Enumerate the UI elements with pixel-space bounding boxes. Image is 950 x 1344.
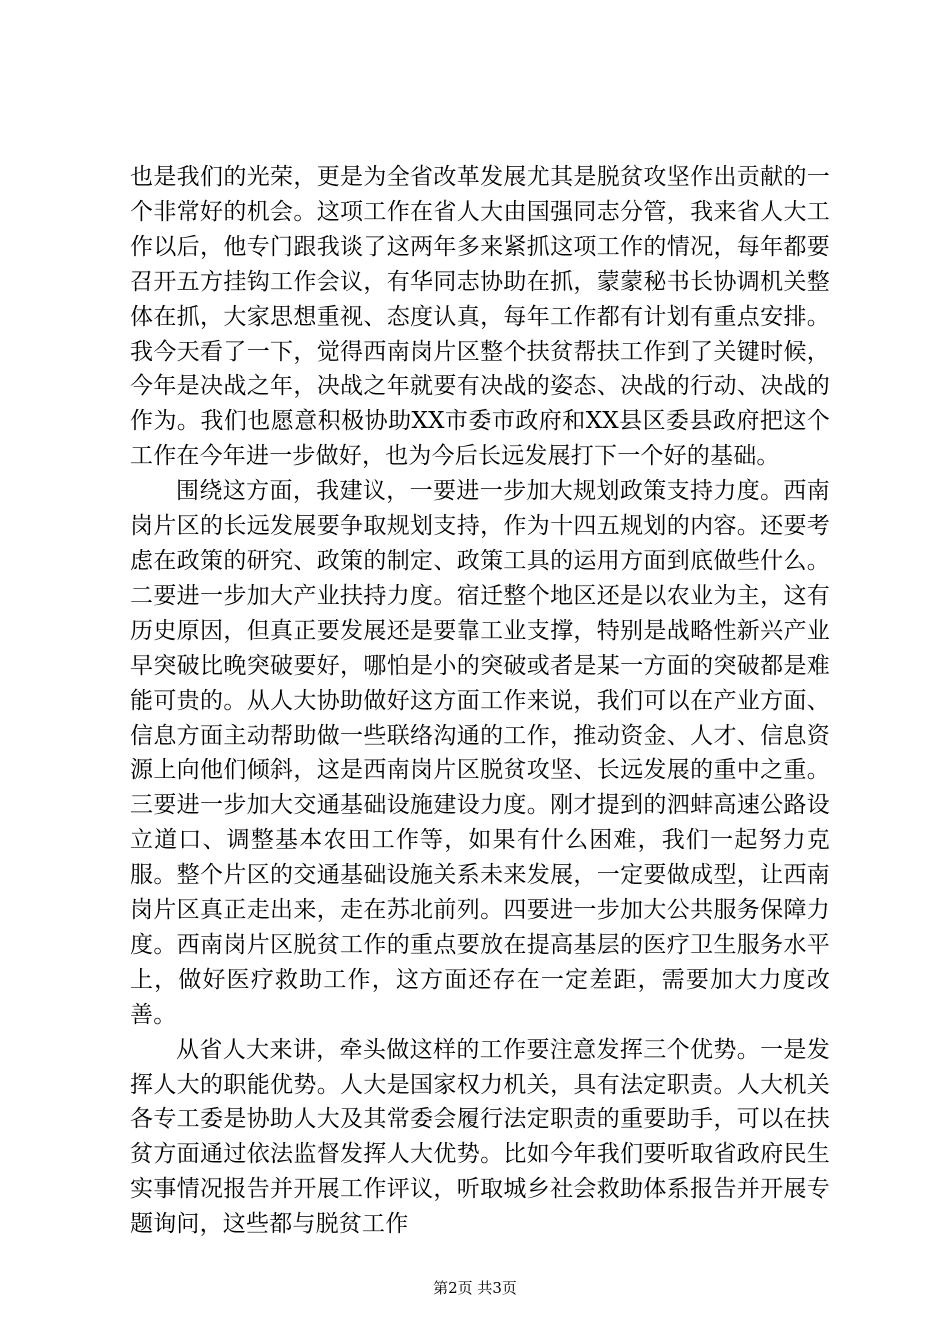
page-footer: 第2页 共3页 — [433, 1279, 517, 1297]
paragraph-3: 从省人大来讲，牵头做这样的工作要注意发挥三个优势。一是发挥人大的职能优势。人大是国家权力机关，具有法定职责。人大机关各专工委是协助人大及其常委会履行法定职责的重要助手，可以在扶贫方面通过依法监督发挥人大优势。比如今年我们要听取省政府民生实事情况报告并开展工作评议，听取城乡社会救助体系报告并开展专题询问，这些都与脱贫工作 — [130, 1036, 830, 1238]
document-body — [130, 160, 830, 1242]
paragraph-2: 围绕这方面，我建议，一要进一步加大规划政策支持力度。西南岗片区的长远发展要争取规划支持，作为十四五规划的内容。还要考虑在政策的研究、政策的制定、政策工具的运用方面到底做些什么。二要进一步加大产业扶持力度。宿迁整个地区还是以农业为主，这有历史原因，但真正要发展还是要靠工业支撑，特别是战略性新兴产业早突破比晚突破要好，哪怕是小的突破或者是某一方面的突破都是难能可贵的。从人大协助做好这方面工作来说，我们可以在产业方面、信息方面主动帮助做一些联络沟通的工作，推动资金、人才、信息资源上向他们倾斜，这是西南岗片区脱贫攻坚、长远发展的重中之重。三要进一步加大交通基础设施建设力度。刚才提到的泗蚌高速公路设立道口、调整基本农田工作等，如果有什么困难，我们一起努力克服。整个片区的交通基础设施关系未来发展，一定要做成型，让西南岗片区真正走出来，走在苏北前列。四要进一步加大公共服务保障力度。西南岗片区脱贫工作的重点要放在提高基层的医疗卫生服务水平上，做好医疗救助工作，这方面还存在一定差距，需要加大力度改善。 — [130, 478, 830, 1028]
paragraph-1: 也是我们的光荣，更是为全省改革发展尤其是脱贫攻坚作出贡献的一个非常好的机会。这项工作在省人大由国强同志分管，我来省人大工作以后，他专门跟我谈了这两年多来紧抓这项工作的情况，每年都要召开五方挂钩工作会议，有华同志协助在抓，蒙蒙秘书长协调机关整体在抓，大家思想重视、态度认真，每年工作都有计划有重点安排。我今天看了一下，觉得西南岗片区整个扶贫帮扶工作到了关键时候，今年是决战之年，决战之年就要有决战的姿态、决战的行动、决战的作为。我们也愿意积极协助XX市委市政府和XX县区委县政府把这个工作在今年进一步做好，也为今后长远发展打下一个好的基础。 — [130, 164, 830, 470]
